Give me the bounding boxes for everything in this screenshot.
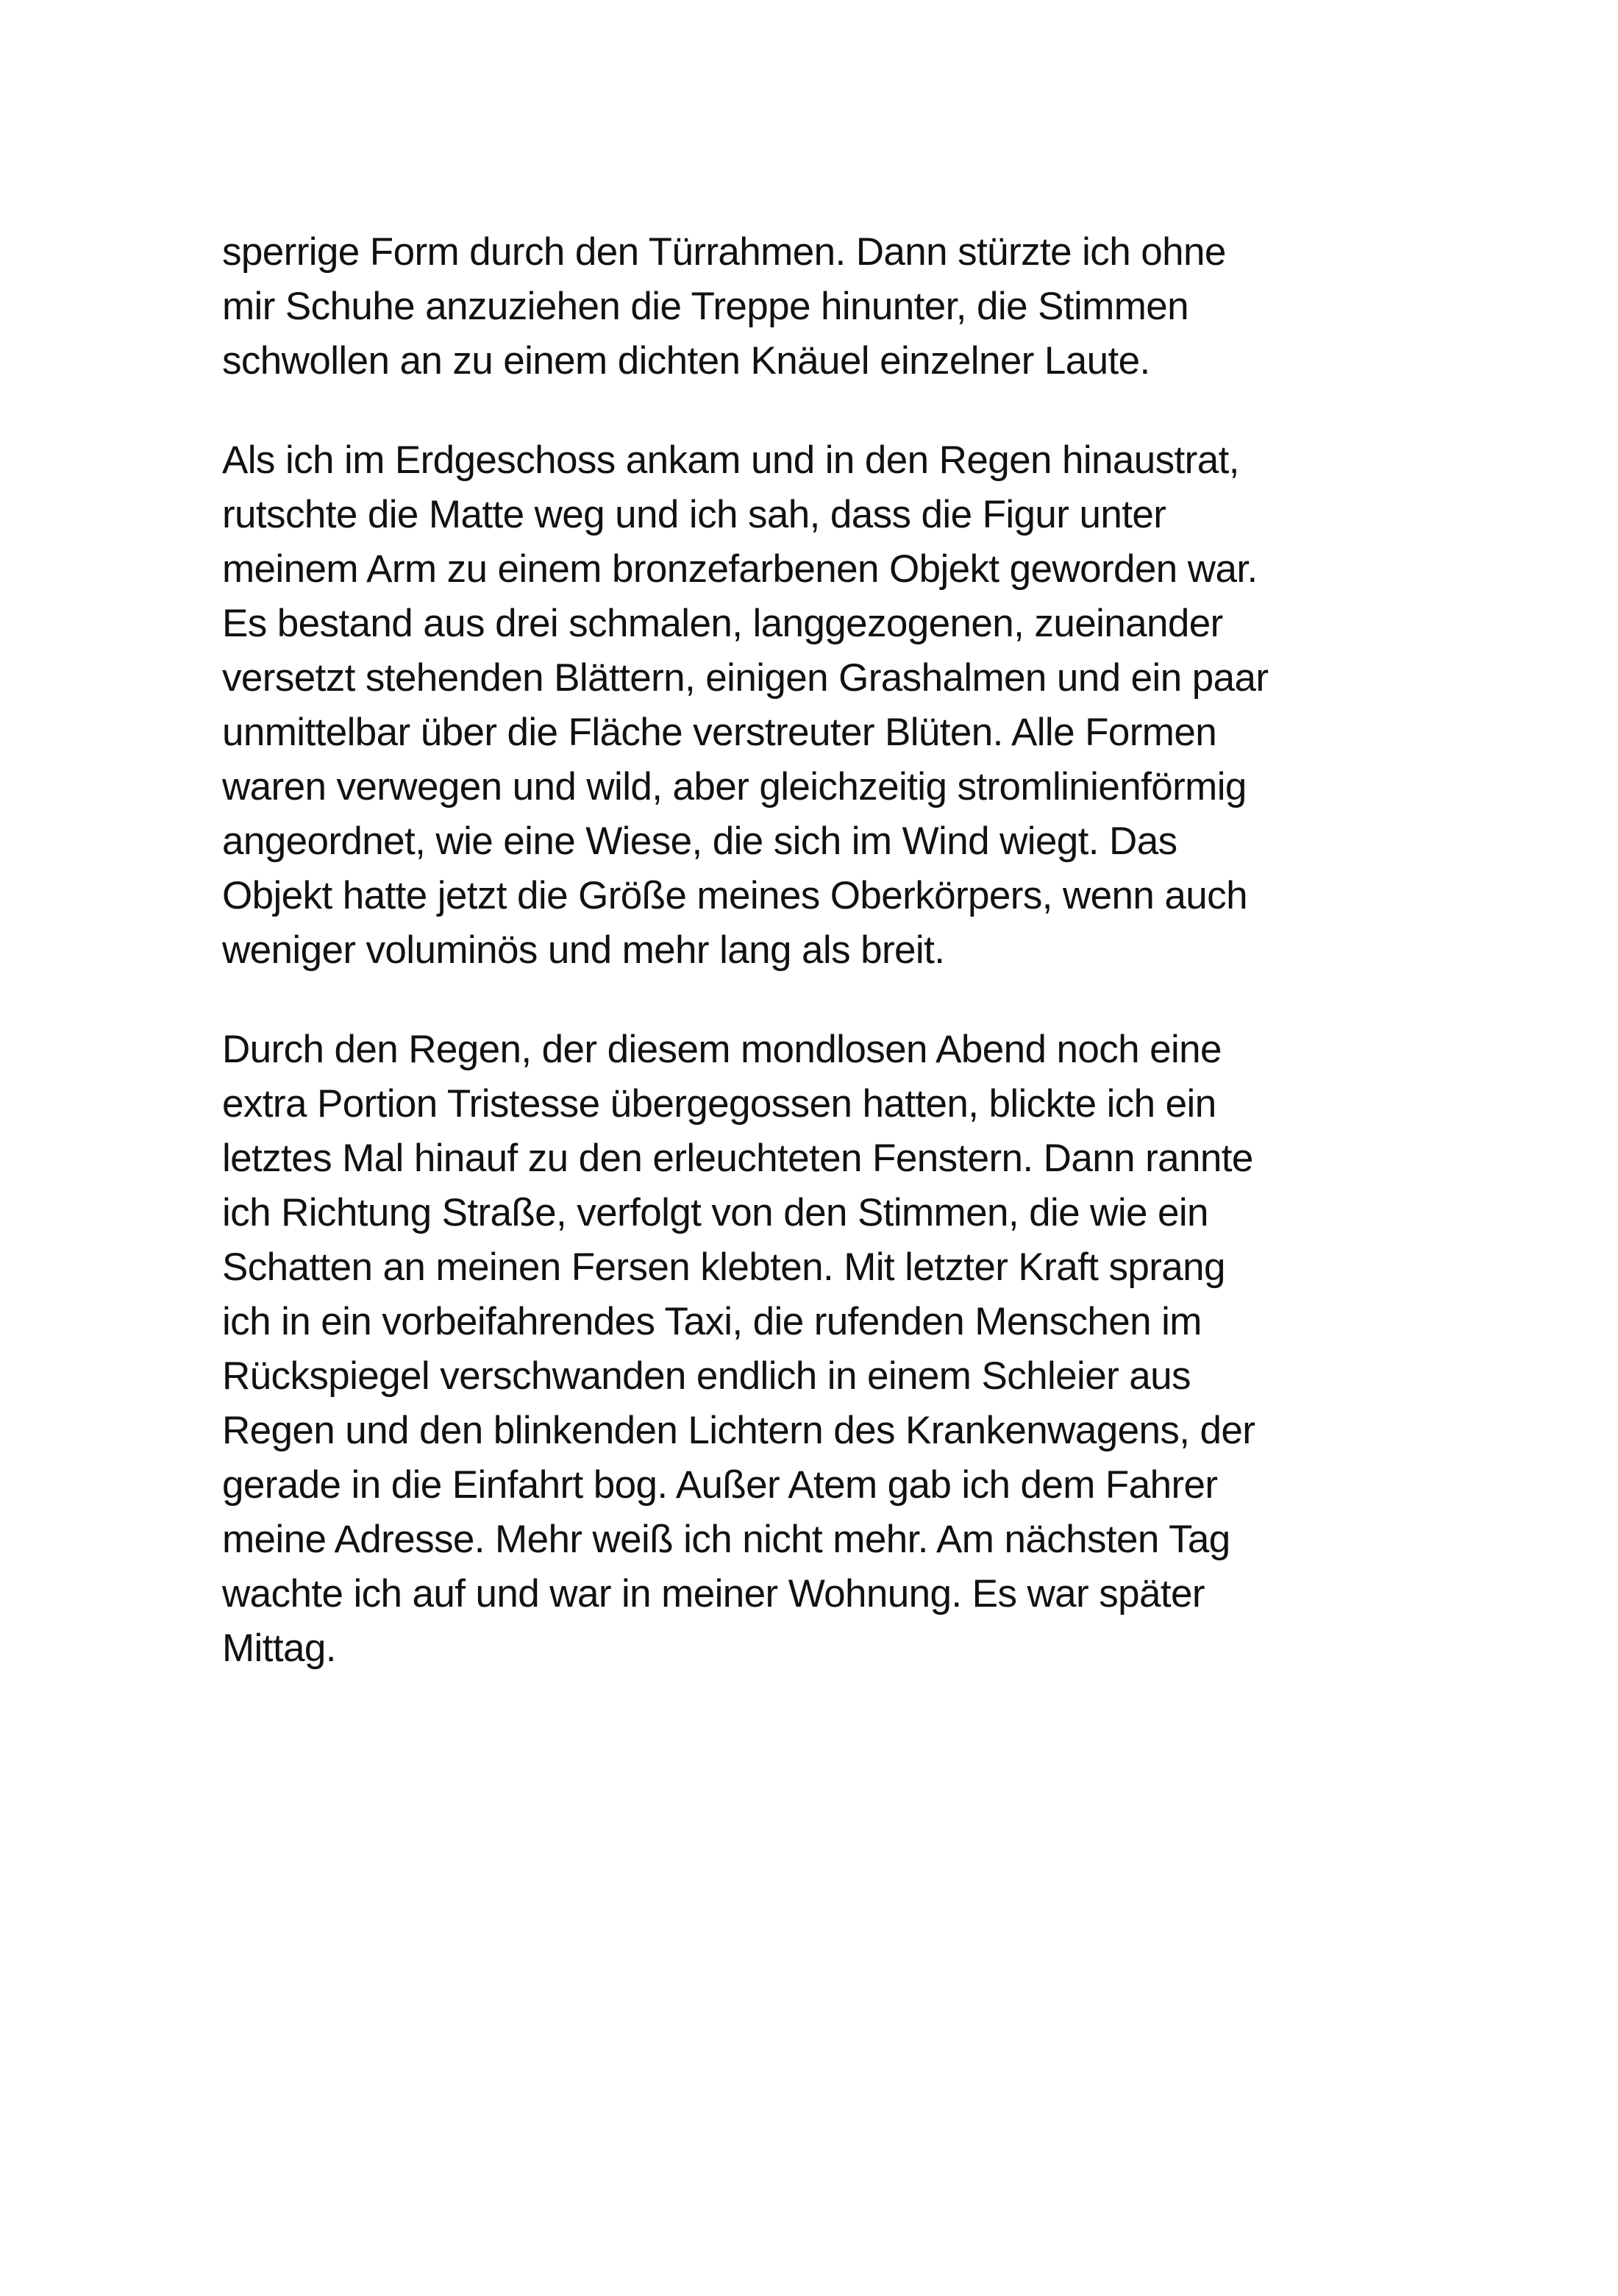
text-line: Mittag. [222,1627,336,1670]
text-line: weniger voluminös und mehr lang als breit. [222,928,945,972]
text-line: Objekt hatte jetzt die Größe meines Oberkörpers, wenn auch [222,874,1247,917]
text-line: Regen und den blinkenden Lichtern des Krankenwagens, der [222,1409,1255,1452]
text-line: unmittelbar über die Fläche verstreuter Blüten. Alle Formen [222,711,1217,754]
paragraph-2 [222,433,1428,978]
text-line: angeordnet, wie eine Wiese, die sich im Wind wiegt. Das [222,820,1177,863]
text-line: schwollen an zu einem dichten Knäuel einzelner Laute. [222,339,1150,383]
text-line: Durch den Regen, der diesem mondlosen Abend noch eine [222,1028,1222,1071]
body-text [222,225,1428,1721]
text-line: Als ich im Erdgeschoss ankam und in den Regen hinaustrat, [222,438,1239,482]
text-line: letztes Mal hinauf zu den erleuchteten Fenstern. Dann rannte [222,1137,1253,1180]
text-line: versetzt stehenden Blättern, einigen Grashalmen und ein paar [222,656,1269,700]
text-line: rutschte die Matte weg und ich sah, dass die Figur unter [222,493,1166,536]
text-line: ich in ein vorbeifahrendes Taxi, die rufenden Menschen im [222,1300,1202,1343]
text-line: extra Portion Tristesse übergegossen hatten, blickte ich ein [222,1082,1216,1126]
text-line: waren verwegen und wild, aber gleichzeitig stromlinienförmig [222,765,1247,808]
text-line: Rückspiegel verschwanden endlich in einem Schleier aus [222,1354,1191,1398]
text-line: gerade in die Einfahrt bog. Außer Atem gab ich dem Fahrer [222,1463,1218,1507]
text-line: Es bestand aus drei schmalen, langgezogenen, zueinander [222,602,1223,645]
paragraph-3 [222,1023,1428,1676]
text-line: meine Adresse. Mehr weiß ich nicht mehr. Am nächsten Tag [222,1518,1230,1561]
text-line: wachte ich auf und war in meiner Wohnung. Es war später [222,1572,1205,1616]
text-line: mir Schuhe anzuziehen die Treppe hinunter, die Stimmen [222,285,1189,328]
text-line: meinem Arm zu einem bronzefarbenen Objekt geworden war. [222,547,1258,591]
text-line: ich Richtung Straße, verfolgt von den Stimmen, die wie ein [222,1191,1208,1234]
text-line: sperrige Form durch den Türrahmen. Dann stürzte ich ohne [222,230,1226,274]
text-line: Schatten an meinen Fersen klebten. Mit letzter Kraft sprang [222,1245,1225,1289]
paragraph-1 [222,225,1428,388]
